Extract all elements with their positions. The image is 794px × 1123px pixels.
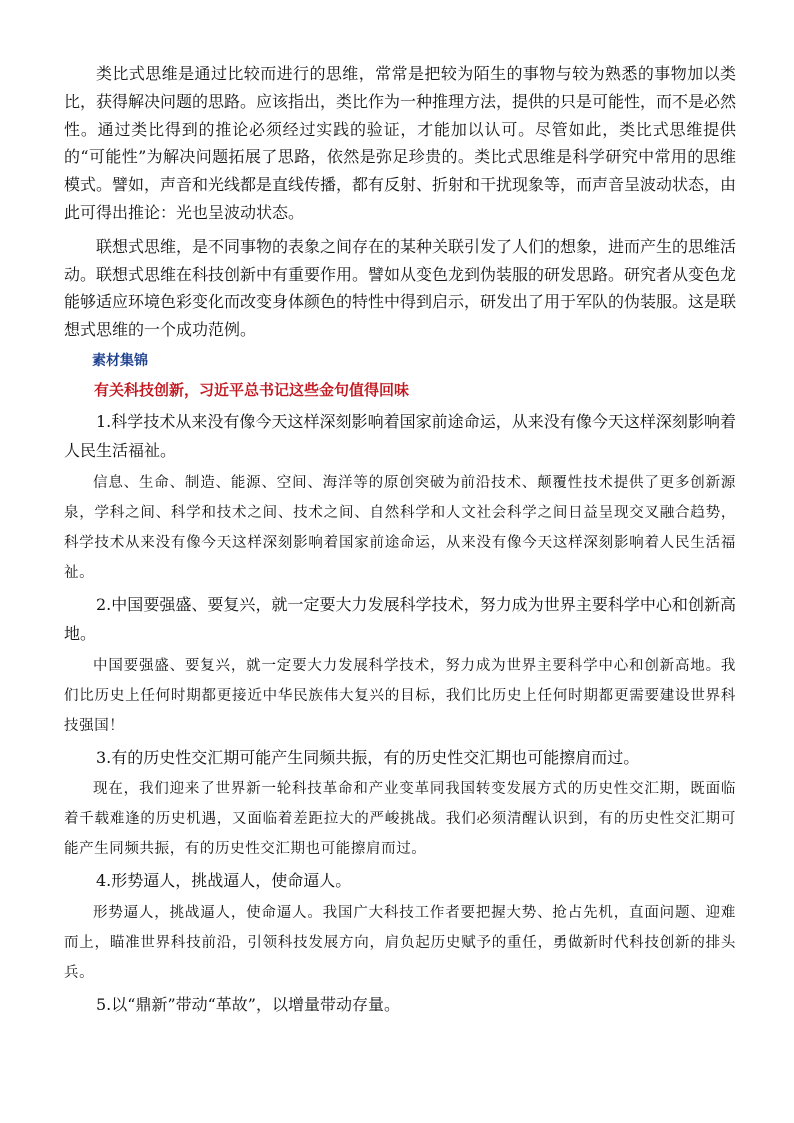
section-label: 素材集锦 [92, 352, 148, 369]
quote-item-3: 3.有的历史性交汇期可能产生同频共振，有的历史性交汇期也可能擦肩而过。 [96, 747, 640, 767]
explanation-item-3: 现在，我们迎来了世界新一轮科技革命和产业变革同我国转变发展方式的历史性交汇期，既面临着千载难逢的历史机遇，又面临着差距拉大的严峻挑战。我们必须清醒认识到，有的历史性交汇期可能产生同频共振，有的历史性交汇期也可能擦肩而过。 [64, 781, 736, 858]
quote-item-1: 1.科学技术从来没有像今天这样深刻影响着国家前途命运，从来没有像今天这样深刻影响着人民生活福祉。 [64, 411, 736, 461]
explanation-item-1: 信息、生命、制造、能源、空间、海洋等的原创突破为前沿技术、颠覆性技术提供了更多创新源泉，学科之间、科学和技术之间、技术之间、自然科学和人文社会科学之间日益呈现交叉融合趋势，科学技术从来没有像今天这样深刻影响着国家前途命运，从来没有像今天这样深刻影响着人民生活福祉。 [64, 474, 736, 581]
section-title: 有关科技创新，习近平总书记这些金句值得回味 [94, 380, 410, 399]
quote-item-2: 2.中国要强盛、要复兴，就一定要大力发展科学技术，努力成为世界主要科学中心和创新高地。 [64, 594, 736, 644]
paragraph-associative-thinking: 联想式思维，是不同事物的表象之间存在的某种关联引发了人们的想象，进而产生的思维活动。联想式思维在科技创新中有重要作用。譬如从变色龙到伪装服的研发思路。研究者从变色龙能够适应环境色彩变化而改变身体颜色的特性中得到启示，研发出了用于军队的伪装服。这是联想式思维的一个成功范例。 [64, 236, 737, 340]
quote-item-5: 5.以“鼎新”带动“革故”，以增量带动存量。 [96, 994, 400, 1014]
quote-item-4: 4.形势逼人，挑战逼人，使命逼人。 [96, 871, 352, 891]
explanation-item-2: 中国要强盛、要复兴，就一定要大力发展科学技术，努力成为世界主要科学中心和创新高地。我们比历史上任何时期都更接近中华民族伟大复兴的目标，我们比历史上任何时期都更需要建设世界科技强国！ [64, 657, 736, 734]
paragraph-analogical-thinking: 类比式思维是通过比较而进行的思维，常常是把较为陌生的事物与较为熟悉的事物加以类比，获得解决问题的思路。应该指出，类比作为一种推理方法，提供的只是可能性，而不是必然性。通过类比得到的推论必须经过实践的验证，才能加以认可。尽管如此，类比式思维提供的“可能性”为解决问题拓展了思路，依然是弥足珍贵的。类比式思维是科学研究中常用的思维模式。譬如，声音和光线都是直线传播，都有反射、折射和干扰现象等，而声音呈波动状态，由此可得出推论：光也呈波动状态。 [64, 64, 737, 222]
document-page [64, 60, 736, 1019]
explanation-item-4: 形势逼人，挑战逼人，使命逼人。我国广大科技工作者要把握大势、抢占先机，直面问题、迎难而上，瞄准世界科技前沿，引领科技发展方向，肩负起历史赋予的重任，勇做新时代科技创新的排头兵。 [64, 904, 736, 981]
